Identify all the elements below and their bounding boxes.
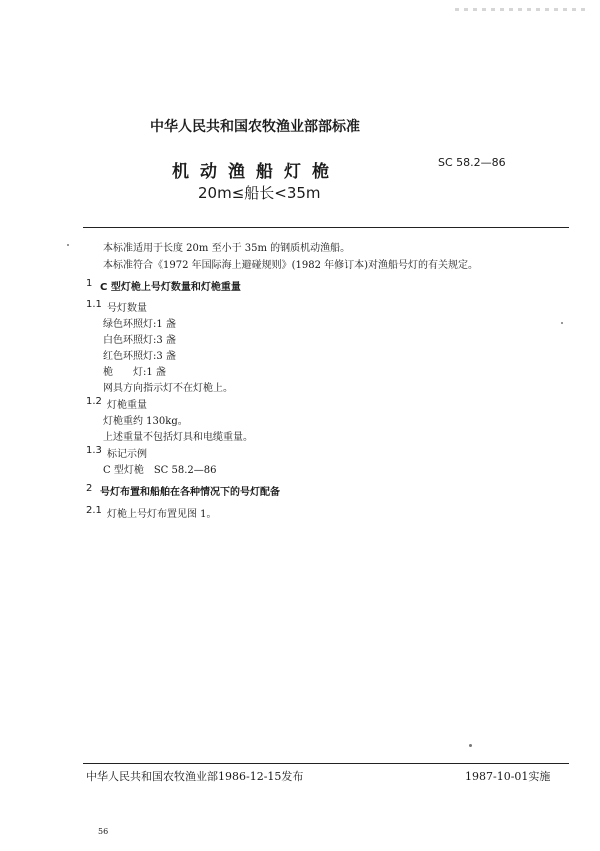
intro-compliance: 本标准符合《1972 年国际海上避碰规则》(1982 年修订本)对渔船号灯的有关规定。 — [103, 260, 479, 271]
section-1-title: C 型灯桅上号灯数量和灯桅重量 — [100, 282, 241, 293]
section-1-1-number: 1.1 — [86, 299, 102, 310]
scan-speck — [67, 244, 69, 246]
header-rule — [83, 227, 569, 228]
lamp-count-item: 绿色环照灯:1 盏 — [103, 319, 176, 330]
lamp-count-note: 网具方向指示灯不在灯桅上。 — [103, 383, 233, 394]
document-title: 机动渔船灯桅 — [172, 162, 340, 182]
section-2-number: 2 — [86, 483, 93, 494]
section-2-1-number: 2.1 — [86, 505, 102, 516]
issue-date: 中华人民共和国农牧渔业部1986-12-15发布 — [86, 770, 304, 783]
section-1-1-title: 号灯数量 — [107, 303, 147, 314]
lamp-count-item: 桅 灯:1 盏 — [103, 367, 166, 378]
lamp-count-item: 红色环照灯:3 盏 — [103, 351, 176, 362]
effective-date: 1987-10-01实施 — [465, 770, 551, 783]
footer-rule — [83, 763, 569, 764]
page-number: 56 — [98, 827, 109, 836]
mast-weight-line: 灯桅重约 130kg。 — [103, 416, 188, 427]
scan-speck — [561, 322, 563, 324]
section-2-1-text: 灯桅上号灯布置见图 1。 — [107, 509, 217, 520]
marking-example: C 型灯桅 SC 58.2—86 — [103, 465, 217, 476]
intro-scope: 本标准适用于长度 20m 至小于 35m 的钢质机动渔船。 — [103, 243, 351, 254]
mast-weight-line: 上述重量不包括灯具和电缆重量。 — [103, 432, 253, 443]
standard-code: SC 58.2—86 — [438, 156, 506, 169]
section-1-3-number: 1.3 — [86, 445, 102, 456]
section-1-2-number: 1.2 — [86, 396, 102, 407]
document-subtitle: 20m≤船长<35m — [198, 184, 321, 202]
section-1-3-title: 标记示例 — [107, 449, 147, 460]
scan-artifact — [455, 8, 585, 11]
scan-speck — [469, 744, 472, 747]
section-1-2-title: 灯桅重量 — [107, 400, 147, 411]
section-2-title: 号灯布置和船舶在各种情况下的号灯配备 — [100, 487, 280, 498]
lamp-count-item: 白色环照灯:3 盏 — [103, 335, 176, 346]
issuing-organization: 中华人民共和国农牧渔业部部标准 — [150, 119, 360, 135]
section-1-number: 1 — [86, 278, 93, 289]
